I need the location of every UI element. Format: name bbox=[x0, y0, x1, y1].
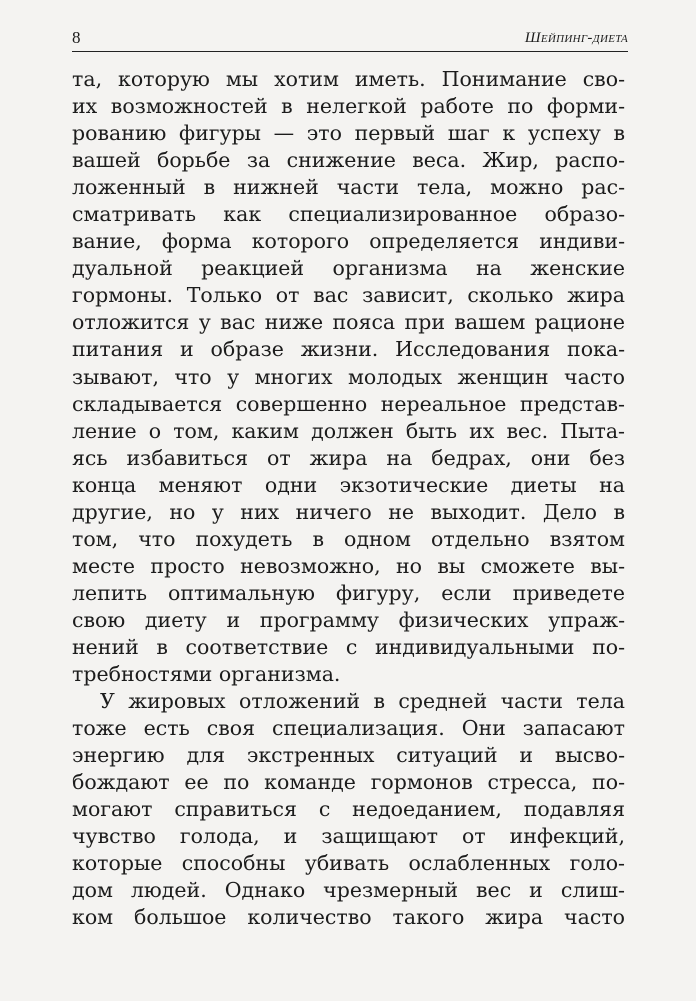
page-body bbox=[72, 66, 625, 932]
text-line: тоже есть своя специализация. Они запасают bbox=[72, 716, 625, 741]
text-line: дуальной реакцией организма на женские bbox=[72, 256, 625, 281]
text-line: ясь избавиться от жира на бедрах, они без bbox=[72, 445, 625, 470]
text-line: отложится у вас ниже пояса при вашем рационе bbox=[72, 310, 625, 335]
text-line: другие, но у них ничего не выходит. Дело в bbox=[72, 499, 625, 524]
text-line: месте просто невозможно, но вы сможете вы- bbox=[72, 553, 625, 578]
text-line: свою диету и программу физических упраж- bbox=[72, 607, 625, 632]
text-line: вание, форма которого определяется индиви- bbox=[72, 229, 625, 254]
text-line: конца меняют одни экзотические диеты на bbox=[72, 472, 625, 497]
text-line: вашей борьбе за снижение веса. Жир, распо- bbox=[72, 148, 625, 173]
text-line: которые способны убивать ослабленных голо- bbox=[72, 851, 625, 876]
text-line: их возможностей в нелегкой работе по форми- bbox=[72, 94, 625, 119]
text-line: ление о том, каким должен быть их вес. Пыта- bbox=[72, 418, 625, 443]
paragraph-1 bbox=[72, 66, 625, 688]
text-line: гормоны. Только от вас зависит, сколько жира bbox=[72, 283, 625, 308]
text-line: рованию фигуры — это первый шаг к успеху в bbox=[72, 121, 625, 146]
page-header bbox=[72, 26, 628, 52]
page-number: 8 bbox=[72, 28, 81, 47]
text-line: чувство голода, и защищают от инфекций, bbox=[72, 824, 625, 849]
text-line: требностями организма. bbox=[72, 662, 341, 687]
text-line: энергию для экстренных ситуаций и высво- bbox=[72, 743, 625, 768]
text-line: зывают, что у многих молодых женщин часто bbox=[72, 364, 625, 389]
paragraph-2 bbox=[72, 688, 625, 931]
text-line: складывается совершенно нереальное представ- bbox=[72, 391, 625, 416]
text-line: питания и образе жизни. Исследования пока- bbox=[72, 337, 625, 362]
text-line: сматривать как специализированное образо- bbox=[72, 202, 625, 227]
text-line: У жировых отложений в средней части тела bbox=[100, 689, 625, 714]
running-title: Шейпинг-диета bbox=[524, 30, 628, 46]
text-line: могают справиться с недоеданием, подавляя bbox=[72, 797, 625, 822]
text-line: нений в соответствие с индивидуальными по- bbox=[72, 634, 625, 659]
text-line: ком большое количество такого жира часто bbox=[72, 905, 625, 930]
text-line: лепить оптимальную фигуру, если приведете bbox=[72, 580, 625, 605]
text-line: бождают ее по команде гормонов стресса, по- bbox=[72, 770, 625, 795]
text-line: дом людей. Однако чрезмерный вес и слиш- bbox=[72, 878, 625, 903]
text-line: та, которую мы хотим иметь. Понимание сво- bbox=[72, 67, 625, 91]
text-line: том, что похудеть в одном отдельно взятом bbox=[72, 526, 625, 551]
text-line: ложенный в нижней части тела, можно рас- bbox=[72, 175, 625, 200]
